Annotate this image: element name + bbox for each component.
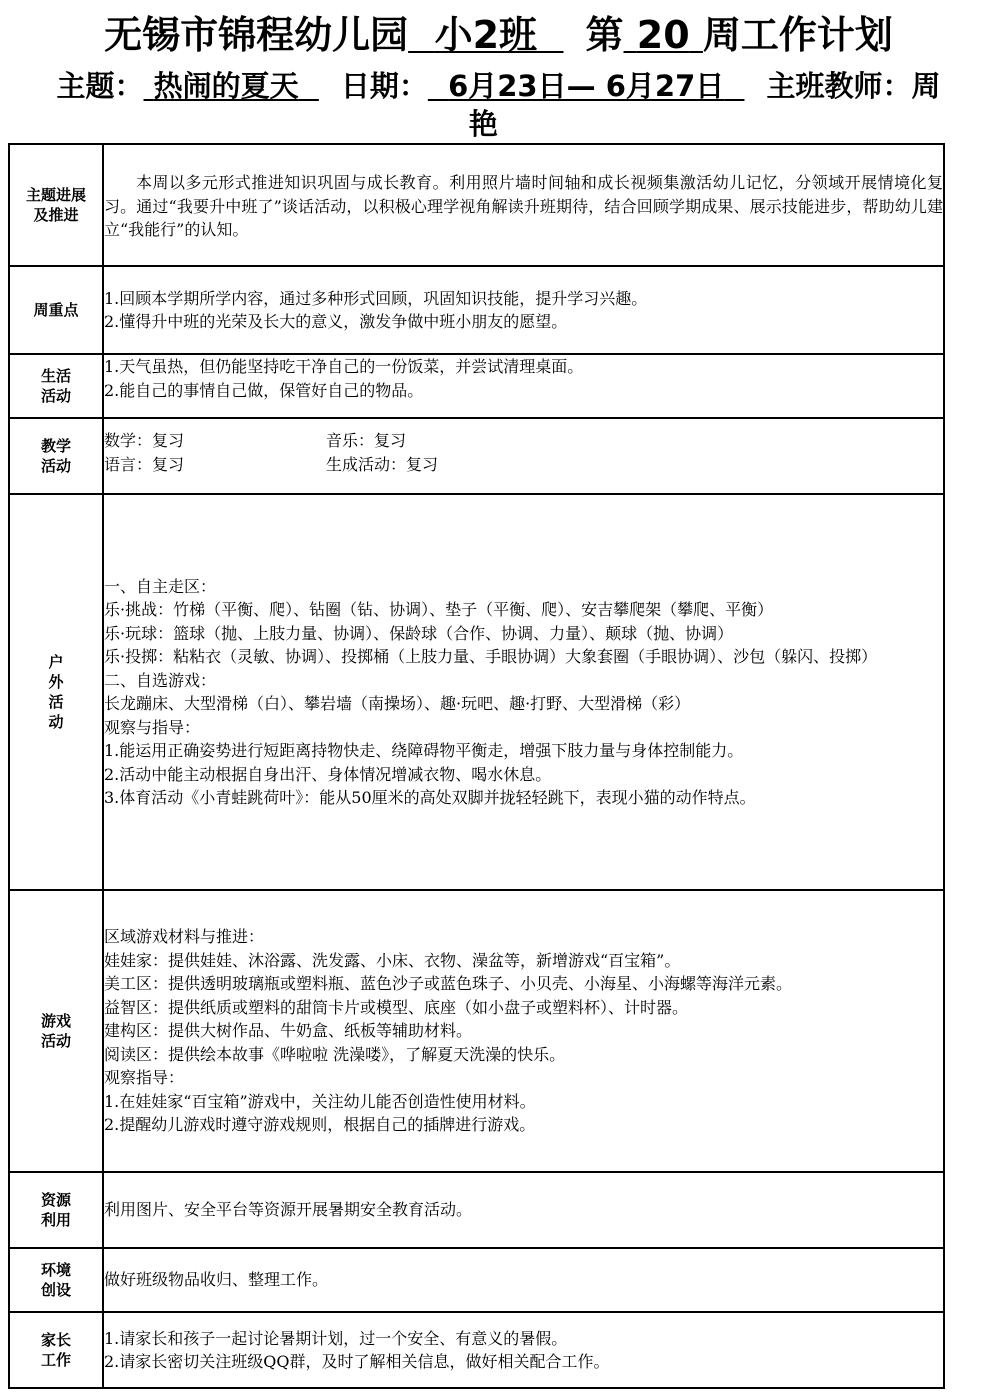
label-daily-life: 生活 活动 — [9, 354, 103, 418]
outdoor-line: 乐·投掷：粘粘衣（灵敏、协调）、投掷桶（上肢力量、手眼协调）大象套圈（手眼协调）、沙包（躲闪、投掷） — [104, 647, 878, 666]
label-teaching: 教学 活动 — [9, 418, 103, 494]
content-weekly-focus — [103, 266, 944, 354]
label-weekly-focus: 周重点 — [9, 266, 103, 354]
weekly-plan-table — [8, 143, 945, 1389]
label-resources: 资源 利用 — [9, 1172, 103, 1248]
row-weekly-focus — [9, 266, 944, 354]
week-number: 20 — [636, 13, 690, 57]
games-line: 美工区：提供透明玻璃瓶或塑料瓶、蓝色沙子或蓝色珠子、小贝壳、小海星、小海螺等海洋元素。 — [104, 974, 793, 994]
teacher-name-part2: 艳 — [468, 107, 498, 141]
outdoor-line: 长龙蹦床、大型滑梯（白）、攀岩墙（南操场）、趣·玩吧、趣·打野、大型滑梯（彩） — [104, 694, 691, 713]
games-line: 娃娃家：提供娃娃、沐浴露、洗发露、小床、衣物、澡盆等，新增游戏“百宝箱”。 — [104, 950, 681, 970]
teacher-name-part1: 周 — [911, 69, 941, 103]
content-daily-life — [103, 354, 944, 418]
games-line: 阅读区：提供绘本故事《哗啦啦 洗澡喽》，了解夏天洗澡的快乐。 — [104, 1044, 566, 1064]
row-outdoor — [9, 494, 944, 890]
focus-line-1: 1.回顾本学期所学内容，通过多种形式回顾，巩固知识技能，提升学习兴趣。 — [104, 288, 648, 308]
week-suffix: 周工作计划 — [702, 13, 893, 57]
games-line: 1.在娃娃家“百宝箱”游戏中，关注幼儿能否创造性使用材料。 — [104, 1091, 536, 1111]
outdoor-line: 1.能运用正确姿势进行短距离持物快走、绕障碍物平衡走，增强下肢力量与身体控制能力。 — [104, 741, 744, 760]
theme-value: 热闹的夏天 — [153, 69, 299, 103]
family-line-2: 2.请家长密切关注班级QQ群，及时了解相关信息，做好相关配合工作。 — [104, 1352, 610, 1371]
label-outdoor: 户 外 活 动 — [9, 494, 103, 890]
content-family — [103, 1312, 944, 1388]
date-value: 6月23日— 6月27日 — [448, 69, 725, 103]
content-outdoor — [103, 494, 944, 890]
row-environment — [9, 1248, 944, 1312]
label-games: 游戏 活动 — [9, 890, 103, 1172]
outdoor-line: 观察与指导： — [104, 717, 201, 737]
teaching-music: 音乐：复习 — [326, 431, 407, 450]
row-games — [9, 890, 944, 1172]
theme-label: 主题： — [56, 69, 144, 103]
label-family: 家长 工作 — [9, 1312, 103, 1388]
outdoor-line: 3.体育活动《小青蛙跳荷叶》：能从50厘米的高处双脚并拢轻轻跳下，表现小猫的动作特点。 — [104, 788, 756, 807]
row-family — [9, 1312, 944, 1388]
life-line-1: 1.天气虽热，但仍能坚持吃干净自己的一份饭菜，并尝试清理桌面。 — [104, 357, 584, 376]
row-teaching — [9, 418, 944, 494]
games-line: 观察指导： — [104, 1068, 185, 1088]
life-line-2: 2.能自己的事情自己做，保管好自己的物品。 — [104, 380, 424, 400]
teaching-math: 数学：复习 — [104, 431, 185, 450]
outdoor-line: 2.活动中能主动根据自身出汗、身体情况增减衣物、喝水休息。 — [104, 764, 552, 784]
row-theme-progress — [9, 144, 944, 266]
week-prefix: 第 — [585, 13, 624, 57]
outdoor-line: 乐·玩球：篮球（抛、上肢力量、协调）、保龄球（合作、协调、力量）、颠球（抛、协调） — [104, 623, 734, 643]
teacher-label: 主班教师： — [766, 69, 912, 103]
focus-line-2: 2.懂得升中班的光荣及长大的意义，激发争做中班小朋友的愿望。 — [104, 312, 568, 331]
date-label: 日期： — [340, 69, 428, 103]
outdoor-line: 一、自主走区： — [104, 576, 217, 596]
row-resources — [9, 1172, 944, 1248]
games-line: 区域游戏材料与推进： — [104, 927, 265, 947]
games-line: 2.提醒幼儿游戏时遵守游戏规则，根据自己的插牌进行游戏。 — [104, 1115, 536, 1135]
outdoor-line: 二、自选游戏： — [104, 670, 217, 690]
plan-meta — [0, 66, 997, 106]
teacher-name-continued — [0, 106, 997, 142]
games-line: 建构区：提供大树作品、牛奶盒、纸板等辅助材料。 — [104, 1021, 473, 1041]
content-teaching — [103, 418, 944, 494]
outdoor-line: 乐·挑战：竹梯（平衡、爬）、钻圈（钻、协调）、垫子（平衡、爬）、安吉攀爬架（攀爬、平衡） — [104, 600, 774, 619]
label-theme-progress: 主题进展 及推进 — [9, 144, 103, 266]
games-line: 益智区：提供纸质或塑料的甜筒卡片或模型、底座（如小盘子或塑料杯）、计时器。 — [104, 997, 689, 1017]
page-title — [0, 12, 997, 58]
content-games — [103, 890, 944, 1172]
theme-progress-text: 本周以多元形式推进知识巩固与成长教育。利用照片墙时间轴和成长视频集激活幼儿记忆，分领域开展情境化复习。通过“我要升中班了”谈话活动，以积极心理学视角解读升班期待，结合回顾学期成果、展示技能进步，帮助幼儿建立“我能行”的认知。 — [104, 173, 943, 239]
teaching-generated: 生成活动：复习 — [326, 454, 439, 474]
row-daily-life — [9, 354, 944, 418]
family-line-1: 1.请家长和孩子一起讨论暑期计划，过一个安全、有意义的暑假。 — [104, 1328, 568, 1348]
school-name: 无锡市锦程幼儿园 — [104, 13, 409, 57]
content-resources: 利用图片、安全平台等资源开展暑期安全教育活动。 — [103, 1172, 944, 1248]
content-theme-progress — [103, 144, 944, 266]
content-environment: 做好班级物品收归、整理工作。 — [103, 1248, 944, 1312]
class-name: 小2班 — [434, 13, 538, 57]
label-environment: 环境 创设 — [9, 1248, 103, 1312]
teaching-language: 语言：复习 — [104, 454, 185, 474]
